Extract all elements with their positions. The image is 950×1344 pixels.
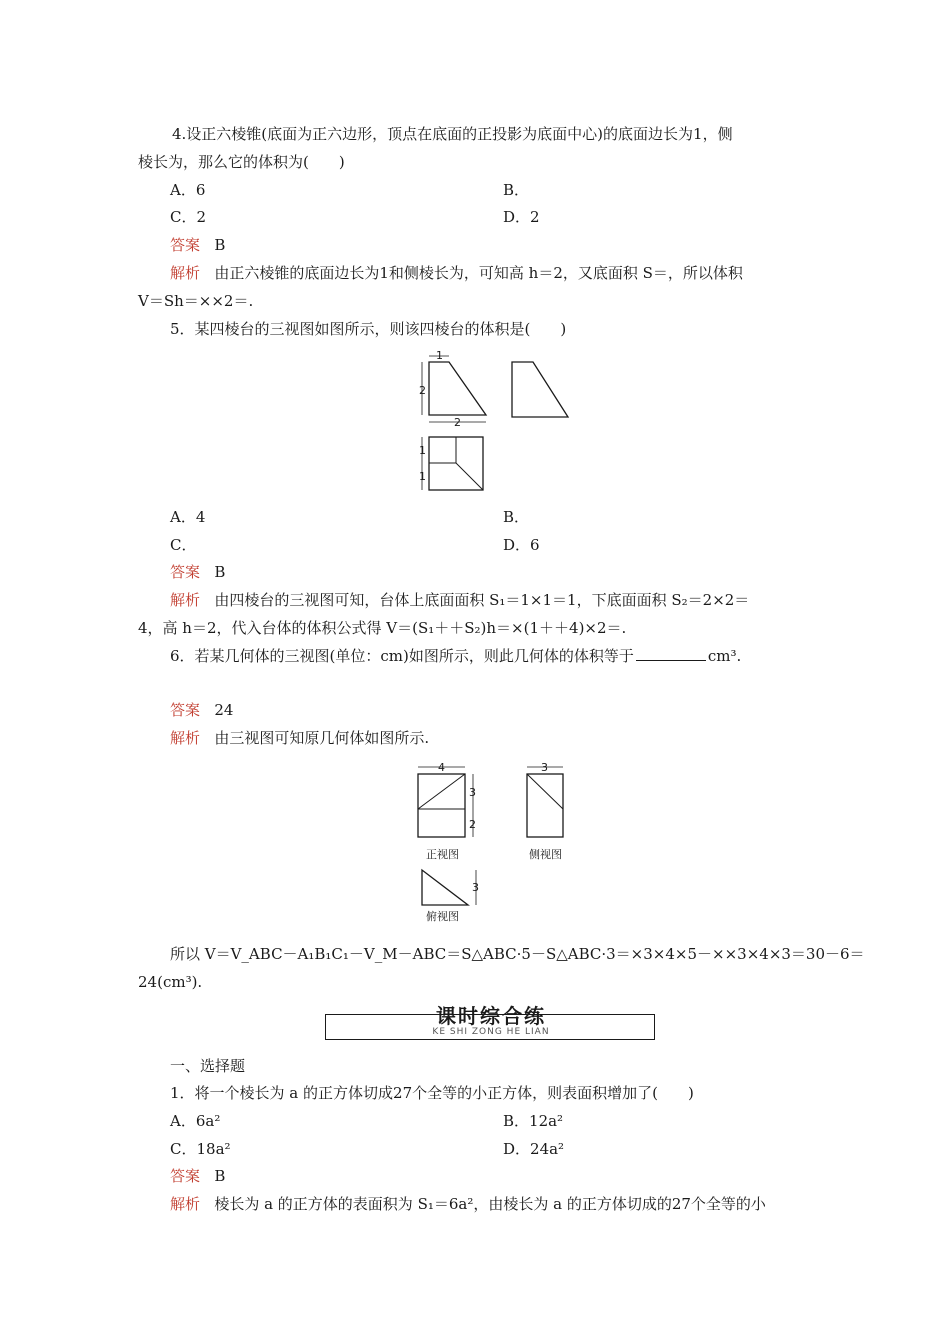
- q4-stem-line1: 4.设正六棱锥(底面为正六边形，顶点在底面的正投影为底面中心)的底面边长为1，侧: [172, 125, 733, 143]
- q6-dim-front-width: 4: [438, 761, 445, 774]
- answer-value: B: [214, 563, 226, 581]
- q5-dim-top: 1: [436, 349, 443, 362]
- q6-dim-side-width: 3: [541, 761, 548, 774]
- q6-stem: [170, 646, 741, 666]
- q6-stem-text: 6．若某几何体的三视图(单位：cm)如图所示，则此几何体的体积等于: [170, 647, 634, 665]
- p1-option-b: B．12a²: [503, 1112, 564, 1130]
- analysis-text: 由四棱台的三视图可知，台体上底面面积 S₁＝1×1＝1，下底面面积 S₂＝2×2＝: [214, 591, 750, 609]
- q6-answer: [170, 700, 233, 720]
- analysis-text-h: h＝2，又底面积: [528, 264, 638, 282]
- q6-formula-line2: 24(cm³).: [138, 973, 203, 991]
- analysis-label: 解析: [170, 264, 201, 282]
- answer-value: B: [214, 236, 226, 254]
- q6-stem-unit: cm³.: [707, 647, 742, 665]
- banner-subtitle: KE SHI ZONG HE LIAN: [432, 1027, 550, 1037]
- q6-analysis-line1: [170, 728, 429, 748]
- q5-option-d: D．6: [503, 536, 540, 554]
- q4-option-c: C．2: [170, 208, 207, 226]
- p1-option-c: C．18a²: [170, 1140, 231, 1158]
- q4-stem-line2: 棱长为，那么它的体积为( ): [138, 153, 345, 171]
- answer-label: 答案: [170, 563, 201, 581]
- q4-option-d: D．2: [503, 208, 540, 226]
- answer-label: 答案: [170, 236, 201, 254]
- q5-dim-top-view-2: 1: [419, 470, 426, 483]
- analysis-text: 棱长为 a 的正方体的表面积为 S₁＝6a²，由棱长为 a 的正方体切成的27个全等的小: [214, 1195, 766, 1213]
- q5-option-b: B．: [503, 508, 530, 526]
- q5-analysis-line1: [170, 590, 749, 610]
- section-title: 一、选择题: [170, 1057, 246, 1075]
- section-banner: [325, 1000, 657, 1040]
- q6-formula-line1: 所以 V＝V_ABC－A₁B₁C₁－V_M－ABC＝S△ABC·5－S△ABC·3＝×3×4×5－××3×4×3＝30－6＝: [170, 945, 865, 963]
- banner-title: 课时综合练: [436, 1004, 546, 1028]
- q5-analysis-line2: 4，高 h＝2，代入台体的体积公式得 V＝(S₁＋＋S₂)h＝×(1＋＋4)×2＝.: [138, 619, 627, 637]
- q5-dim-top-view-1: 1: [419, 444, 426, 457]
- q5-option-c: C．: [170, 536, 197, 554]
- analysis-label: 解析: [170, 1195, 201, 1213]
- q4-analysis-line1: [170, 263, 743, 283]
- q5-dim-left: 2: [419, 384, 426, 397]
- q5-stem: 5．某四棱台的三视图如图所示，则该四棱台的体积是( ): [170, 320, 567, 338]
- analysis-text: 由正六棱锥的底面边长为1和侧棱长为，可知高: [214, 264, 524, 282]
- answer-label: 答案: [170, 701, 201, 719]
- q5-option-a: A．4: [170, 508, 206, 526]
- q6-dim-front-lower: 2: [469, 818, 476, 831]
- q5-answer: [170, 562, 225, 582]
- q6-caption-top: 俯视图: [426, 910, 459, 923]
- p1-option-a: A．6a²: [170, 1112, 221, 1130]
- answer-label: 答案: [170, 1167, 201, 1185]
- q6-three-view-figure: [408, 760, 574, 930]
- q5-dim-bottom: 2: [454, 416, 461, 429]
- q6-dim-front-upper: 3: [469, 786, 476, 799]
- p1-analysis-line1: [170, 1194, 766, 1214]
- q4-answer: [170, 235, 225, 255]
- answer-blank: [636, 646, 706, 661]
- q6-caption-side: 侧视图: [529, 848, 562, 861]
- q6-caption-front: 正视图: [426, 848, 459, 861]
- p1-option-d: D．24a²: [503, 1140, 565, 1158]
- q6-dim-top-height: 3: [472, 881, 479, 894]
- answer-value: B: [214, 1167, 226, 1185]
- p1-stem: 1．将一个棱长为 a 的正方体切成27个全等的小正方体，则表面积增加了( ): [170, 1084, 694, 1102]
- analysis-text-s: S＝，所以体积: [642, 264, 743, 282]
- analysis-text: 由三视图可知原几何体如图所示.: [214, 729, 430, 747]
- analysis-label: 解析: [170, 729, 201, 747]
- q4-analysis-line2: V＝Sh＝××2＝.: [138, 292, 254, 310]
- q4-option-a: A．6: [170, 181, 206, 199]
- analysis-label: 解析: [170, 591, 201, 609]
- q5-three-view-figure: [410, 348, 580, 496]
- q4-option-b: B．: [503, 181, 530, 199]
- p1-answer: [170, 1166, 225, 1186]
- answer-value: 24: [214, 701, 234, 719]
